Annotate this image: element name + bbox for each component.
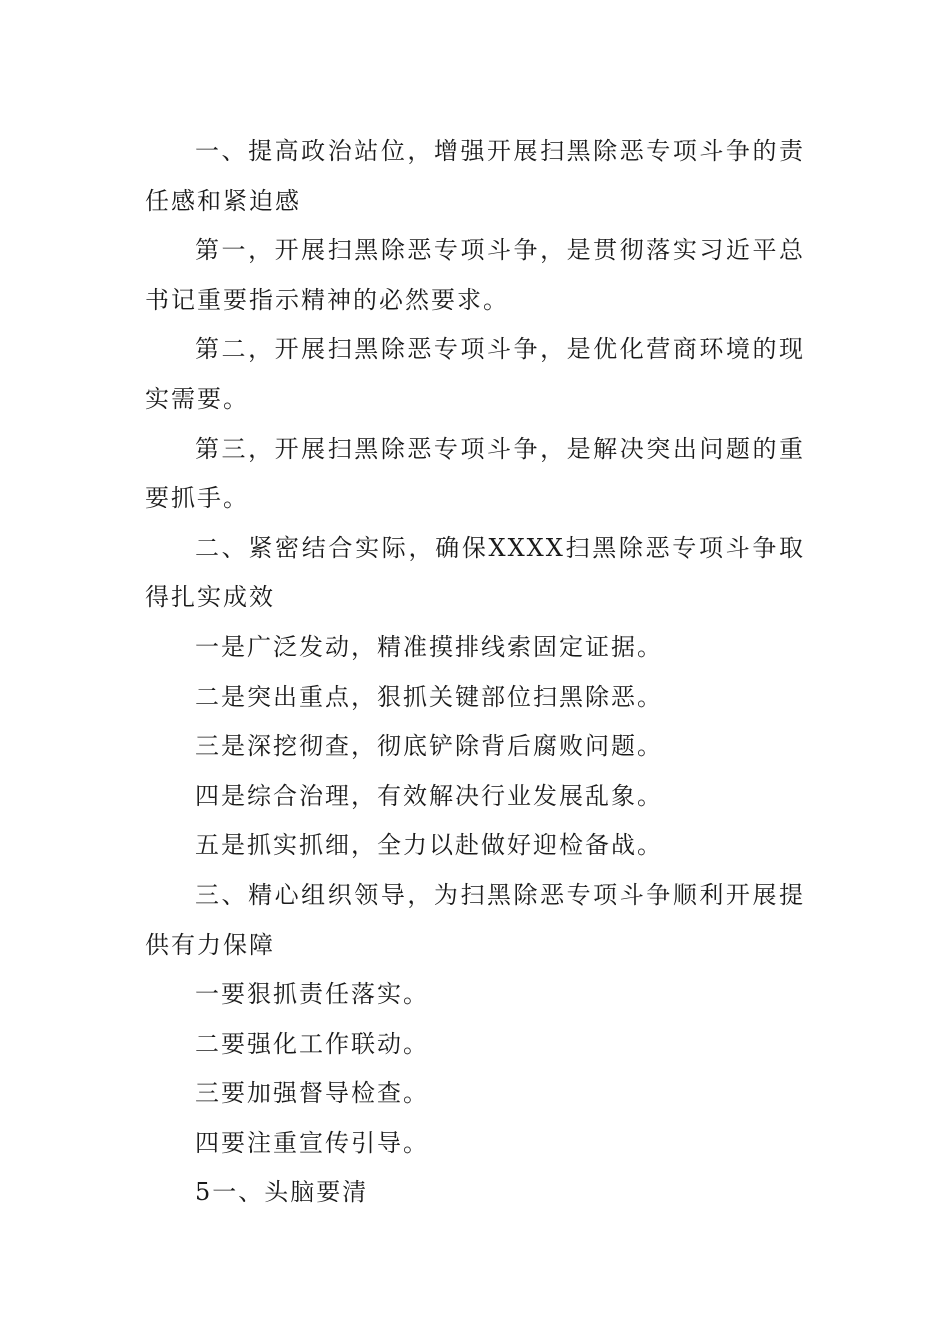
list-item: 二要强化工作联动。 bbox=[195, 1029, 429, 1058]
list-item: 四要注重宣传引导。 bbox=[195, 1128, 429, 1157]
section-heading-2: 二、紧密结合实际，确保XXXX扫黑除恶专项斗争取得扎实成效 bbox=[145, 533, 805, 612]
list-item: 二是突出重点，狠抓关键部位扫黑除恶。 bbox=[195, 682, 663, 711]
section-heading-1: 一、提高政治站位，增强开展扫黑除恶专项斗争的责任感和紧迫感 bbox=[145, 137, 805, 215]
list-item: 五是抓实抓细，全力以赴做好迎检备战。 bbox=[195, 831, 663, 860]
list-item: 四是综合治理，有效解决行业发展乱象。 bbox=[195, 781, 663, 810]
paragraph: 第一，开展扫黑除恶专项斗争，是贯彻落实习近平总书记重要指示精神的必然要求。 bbox=[145, 236, 805, 314]
section-heading-4: 5一、头脑要清 bbox=[195, 1178, 369, 1207]
list-item: 一是广泛发动，精准摸排线索固定证据。 bbox=[195, 632, 663, 661]
list-item: 三是深挖彻查，彻底铲除背后腐败问题。 bbox=[195, 732, 663, 761]
section-heading-3: 三、精心组织领导，为扫黑除恶专项斗争顺利开展提供有力保障 bbox=[145, 880, 805, 959]
paragraph: 第三，开展扫黑除恶专项斗争，是解决突出问题的重要抓手。 bbox=[145, 434, 805, 513]
list-item: 三要加强督导检查。 bbox=[195, 1079, 429, 1108]
document-body bbox=[145, 127, 805, 1218]
paragraph: 第二，开展扫黑除恶专项斗争，是优化营商环境的现实需要。 bbox=[145, 335, 805, 413]
list-item: 一要狠抓责任落实。 bbox=[195, 980, 429, 1009]
